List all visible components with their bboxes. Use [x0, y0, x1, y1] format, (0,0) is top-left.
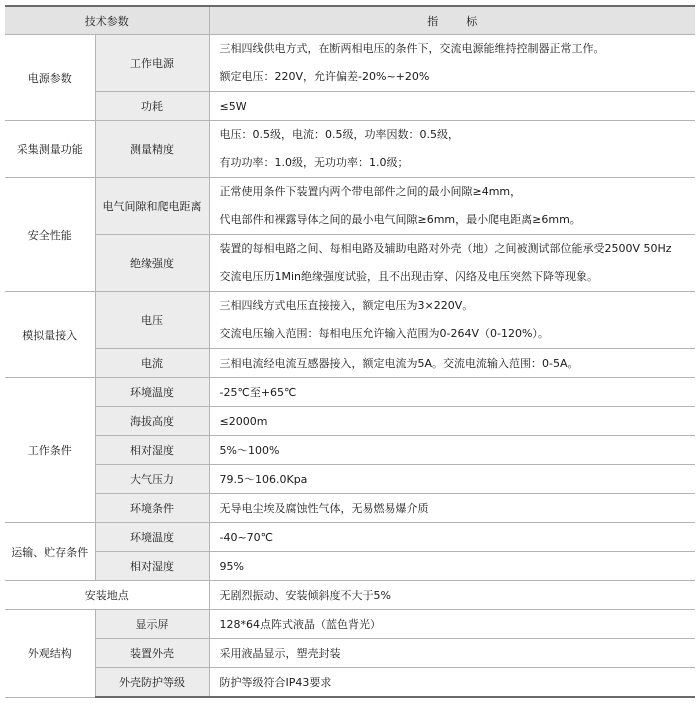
value-line: 三相四线方式电压直接接入，额定电压为3×220V。	[219, 299, 474, 312]
label-measure-accuracy: 测量精度	[95, 121, 209, 178]
table-row	[5, 121, 695, 178]
label-working-pressure: 大气压力	[95, 465, 209, 494]
table-header	[5, 6, 695, 35]
value-line: 交流电压历1Min绝缘强度试验，且不出现击穿、闪络及电压突然下降等现象。	[219, 270, 599, 283]
value-protection: 防护等级符合IP43要求	[209, 668, 695, 698]
table-row	[5, 581, 695, 610]
spec-table	[5, 5, 695, 698]
table-row	[5, 235, 695, 292]
table-row	[5, 668, 695, 698]
value-line: 正常使用条件下装置内两个带电部件之间的最小间隙≥4mm，	[219, 185, 522, 198]
value-line: 有功功率：1.0级，无功功率：1.0级；	[219, 156, 409, 169]
label-protection: 外壳防护等级	[95, 668, 209, 698]
value-working-altitude: ≤2000m	[209, 407, 695, 436]
category-power: 电源参数	[5, 35, 95, 121]
label-working-environment: 环境条件	[95, 494, 209, 523]
table-row	[5, 35, 695, 92]
category-storage: 运输、贮存条件	[5, 523, 95, 581]
label-analog-current: 电流	[95, 349, 209, 378]
table-row	[5, 292, 695, 349]
table-row	[5, 465, 695, 494]
value-line: 电压：0.5级，电流：0.5级，功率因数：0.5级，	[219, 128, 459, 141]
table-row	[5, 552, 695, 581]
category-appearance: 外观结构	[5, 610, 95, 698]
table-row	[5, 494, 695, 523]
category-analog: 模拟量接入	[5, 292, 95, 378]
value-working-pressure: 79.5～106.0Kpa	[209, 465, 695, 494]
table-row	[5, 639, 695, 668]
table-row	[5, 523, 695, 552]
table-row	[5, 378, 695, 407]
category-measure: 采集测量功能	[5, 121, 95, 178]
value-clearance	[209, 178, 695, 235]
category-working: 工作条件	[5, 378, 95, 523]
table-row	[5, 349, 695, 378]
label-working-temp: 环境温度	[95, 378, 209, 407]
value-analog-current: 三相电流经电流互感器接入，额定电流为5A。交流电流输入范围：0-5A。	[209, 349, 695, 378]
label-housing: 装置外壳	[95, 639, 209, 668]
value-display: 128*64点阵式液晶（蓝色背光）	[209, 610, 695, 639]
label-storage-humidity: 相对湿度	[95, 552, 209, 581]
table-row	[5, 610, 695, 639]
value-measure-accuracy	[209, 121, 695, 178]
value-working-environment: 无导电尘埃及腐蚀性气体，无易燃易爆介质	[209, 494, 695, 523]
header-index: 指 标	[209, 6, 695, 35]
value-line: 代电部件和裸露导体之间的最小电气间隙≥6mm，最小爬电距离≥6mm。	[219, 213, 581, 226]
header-param: 技术参数	[5, 6, 209, 35]
value-insulation	[209, 235, 695, 292]
label-working-altitude: 海拔高度	[95, 407, 209, 436]
label-working-humidity: 相对湿度	[95, 436, 209, 465]
value-line: 三相四线供电方式，在断两相电压的条件下，交流电源能维持控制器正常工作。	[219, 42, 605, 55]
value-line: 额定电压：220V，允许偏差-20%~+20%	[219, 70, 430, 83]
label-power-consumption: 功耗	[95, 92, 209, 121]
label-insulation: 绝缘强度	[95, 235, 209, 292]
value-working-temp: -25℃至+65℃	[209, 378, 695, 407]
value-working-humidity: 5%～100%	[209, 436, 695, 465]
value-storage-temp: -40~70℃	[209, 523, 695, 552]
value-power-consumption: ≤5W	[209, 92, 695, 121]
label-display: 显示屏	[95, 610, 209, 639]
label-power-supply: 工作电源	[95, 35, 209, 92]
table-row	[5, 92, 695, 121]
value-power-supply	[209, 35, 695, 92]
value-line: 交流电压输入范围：每相电压允许输入范围为0-264V（0-120%）。	[219, 327, 549, 340]
label-analog-voltage: 电压	[95, 292, 209, 349]
value-analog-voltage	[209, 292, 695, 349]
value-housing: 采用液晶显示，塑壳封装	[209, 639, 695, 668]
value-line: 装置的每相电路之间、每相电路及辅助电路对外壳（地）之间被测试部位能承受2500V 50Hz	[219, 242, 672, 255]
value-storage-humidity: 95%	[209, 552, 695, 581]
label-storage-temp: 环境温度	[95, 523, 209, 552]
category-safety: 安全性能	[5, 178, 95, 292]
label-install-location: 安装地点	[5, 581, 209, 610]
table-row	[5, 436, 695, 465]
label-clearance: 电气间隙和爬电距离	[95, 178, 209, 235]
value-install-location: 无剧烈振动、安装倾斜度不大于5%	[209, 581, 695, 610]
table-row	[5, 407, 695, 436]
table-row	[5, 178, 695, 235]
